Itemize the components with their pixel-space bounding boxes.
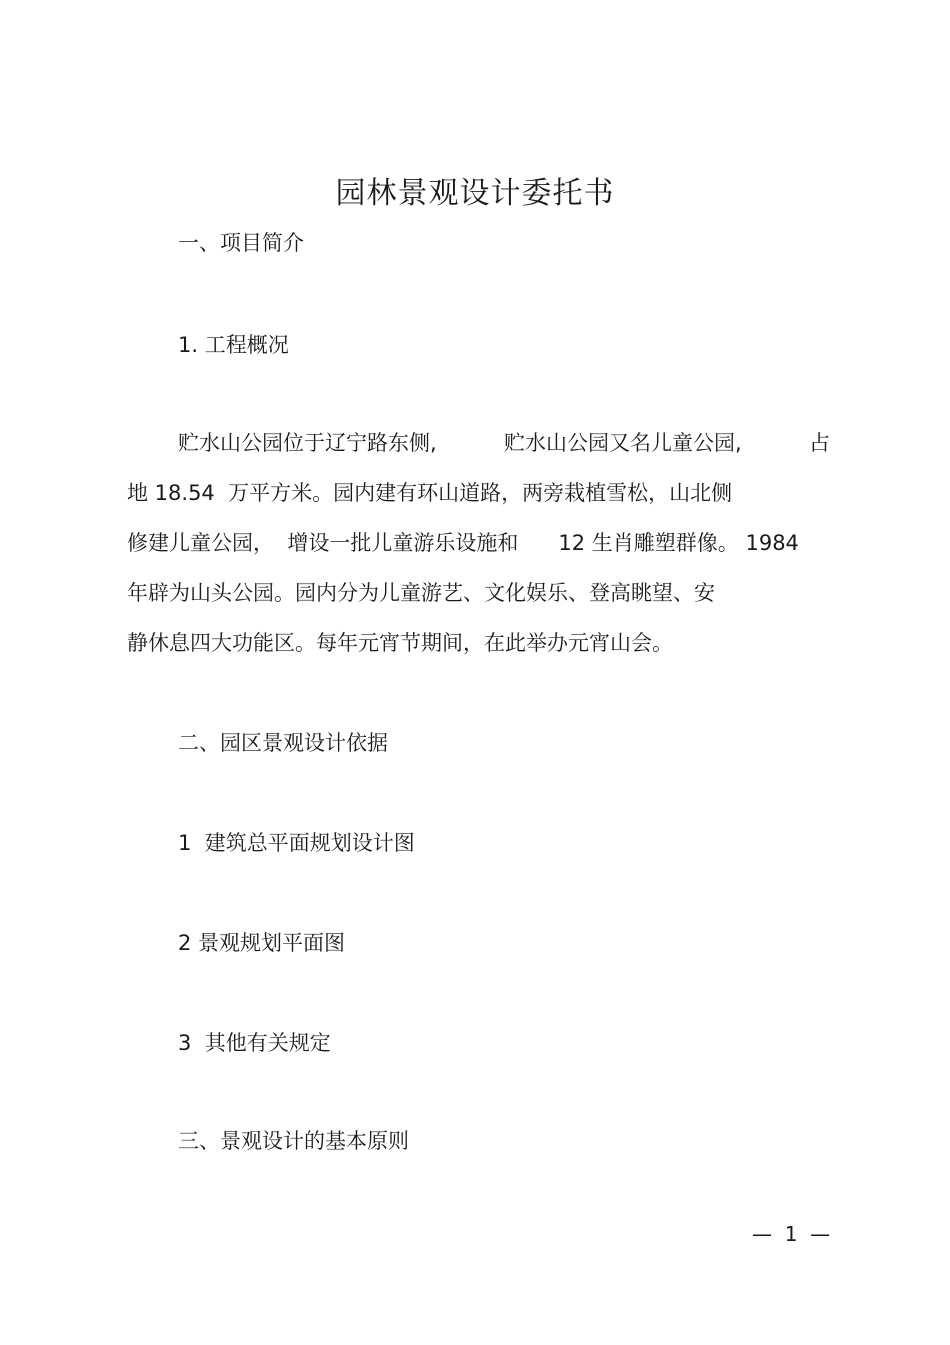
subsection-1-1-heading: 1. 工程概况 (178, 333, 289, 357)
page-number: — 1 — (752, 1222, 831, 1246)
section-1-heading: 一、项目简介 (178, 231, 304, 255)
paragraph-line-5: 静休息四大功能区。每年元宵节期间，在此举办元宵山会。 (127, 631, 673, 655)
list-item: 1 建筑总平面规划设计图 (178, 831, 415, 855)
section-2-heading: 二、园区景观设计依据 (178, 731, 388, 755)
paragraph-line-1 (178, 428, 830, 458)
paragraph-line-4: 年辟为山头公园。园内分为儿童游艺、文化娱乐、登高眺望、安 (127, 581, 715, 605)
paragraph-line-1-part-a: 贮水山公园位于辽宁路东侧, (178, 431, 437, 455)
paragraph-line-1-part-b: 贮水山公园又名儿童公园, (504, 431, 742, 455)
list-item: 3 其他有关规定 (178, 1031, 331, 1055)
paragraph-line-2: 地 18.54 万平方米。园内建有环山道路，两旁栽植雪松，山北侧 (127, 481, 733, 505)
list-item: 2 景观规划平面图 (178, 931, 346, 955)
paragraph-line-3: 修建儿童公园， 增设一批儿童游乐设施和 12 生肖雕塑群像。 1984 (127, 531, 799, 555)
document-title: 园林景观设计委托书 (335, 176, 615, 211)
section-3-heading: 三、景观设计的基本原则 (178, 1129, 409, 1153)
paragraph-line-1-part-c: 占 (809, 431, 830, 455)
